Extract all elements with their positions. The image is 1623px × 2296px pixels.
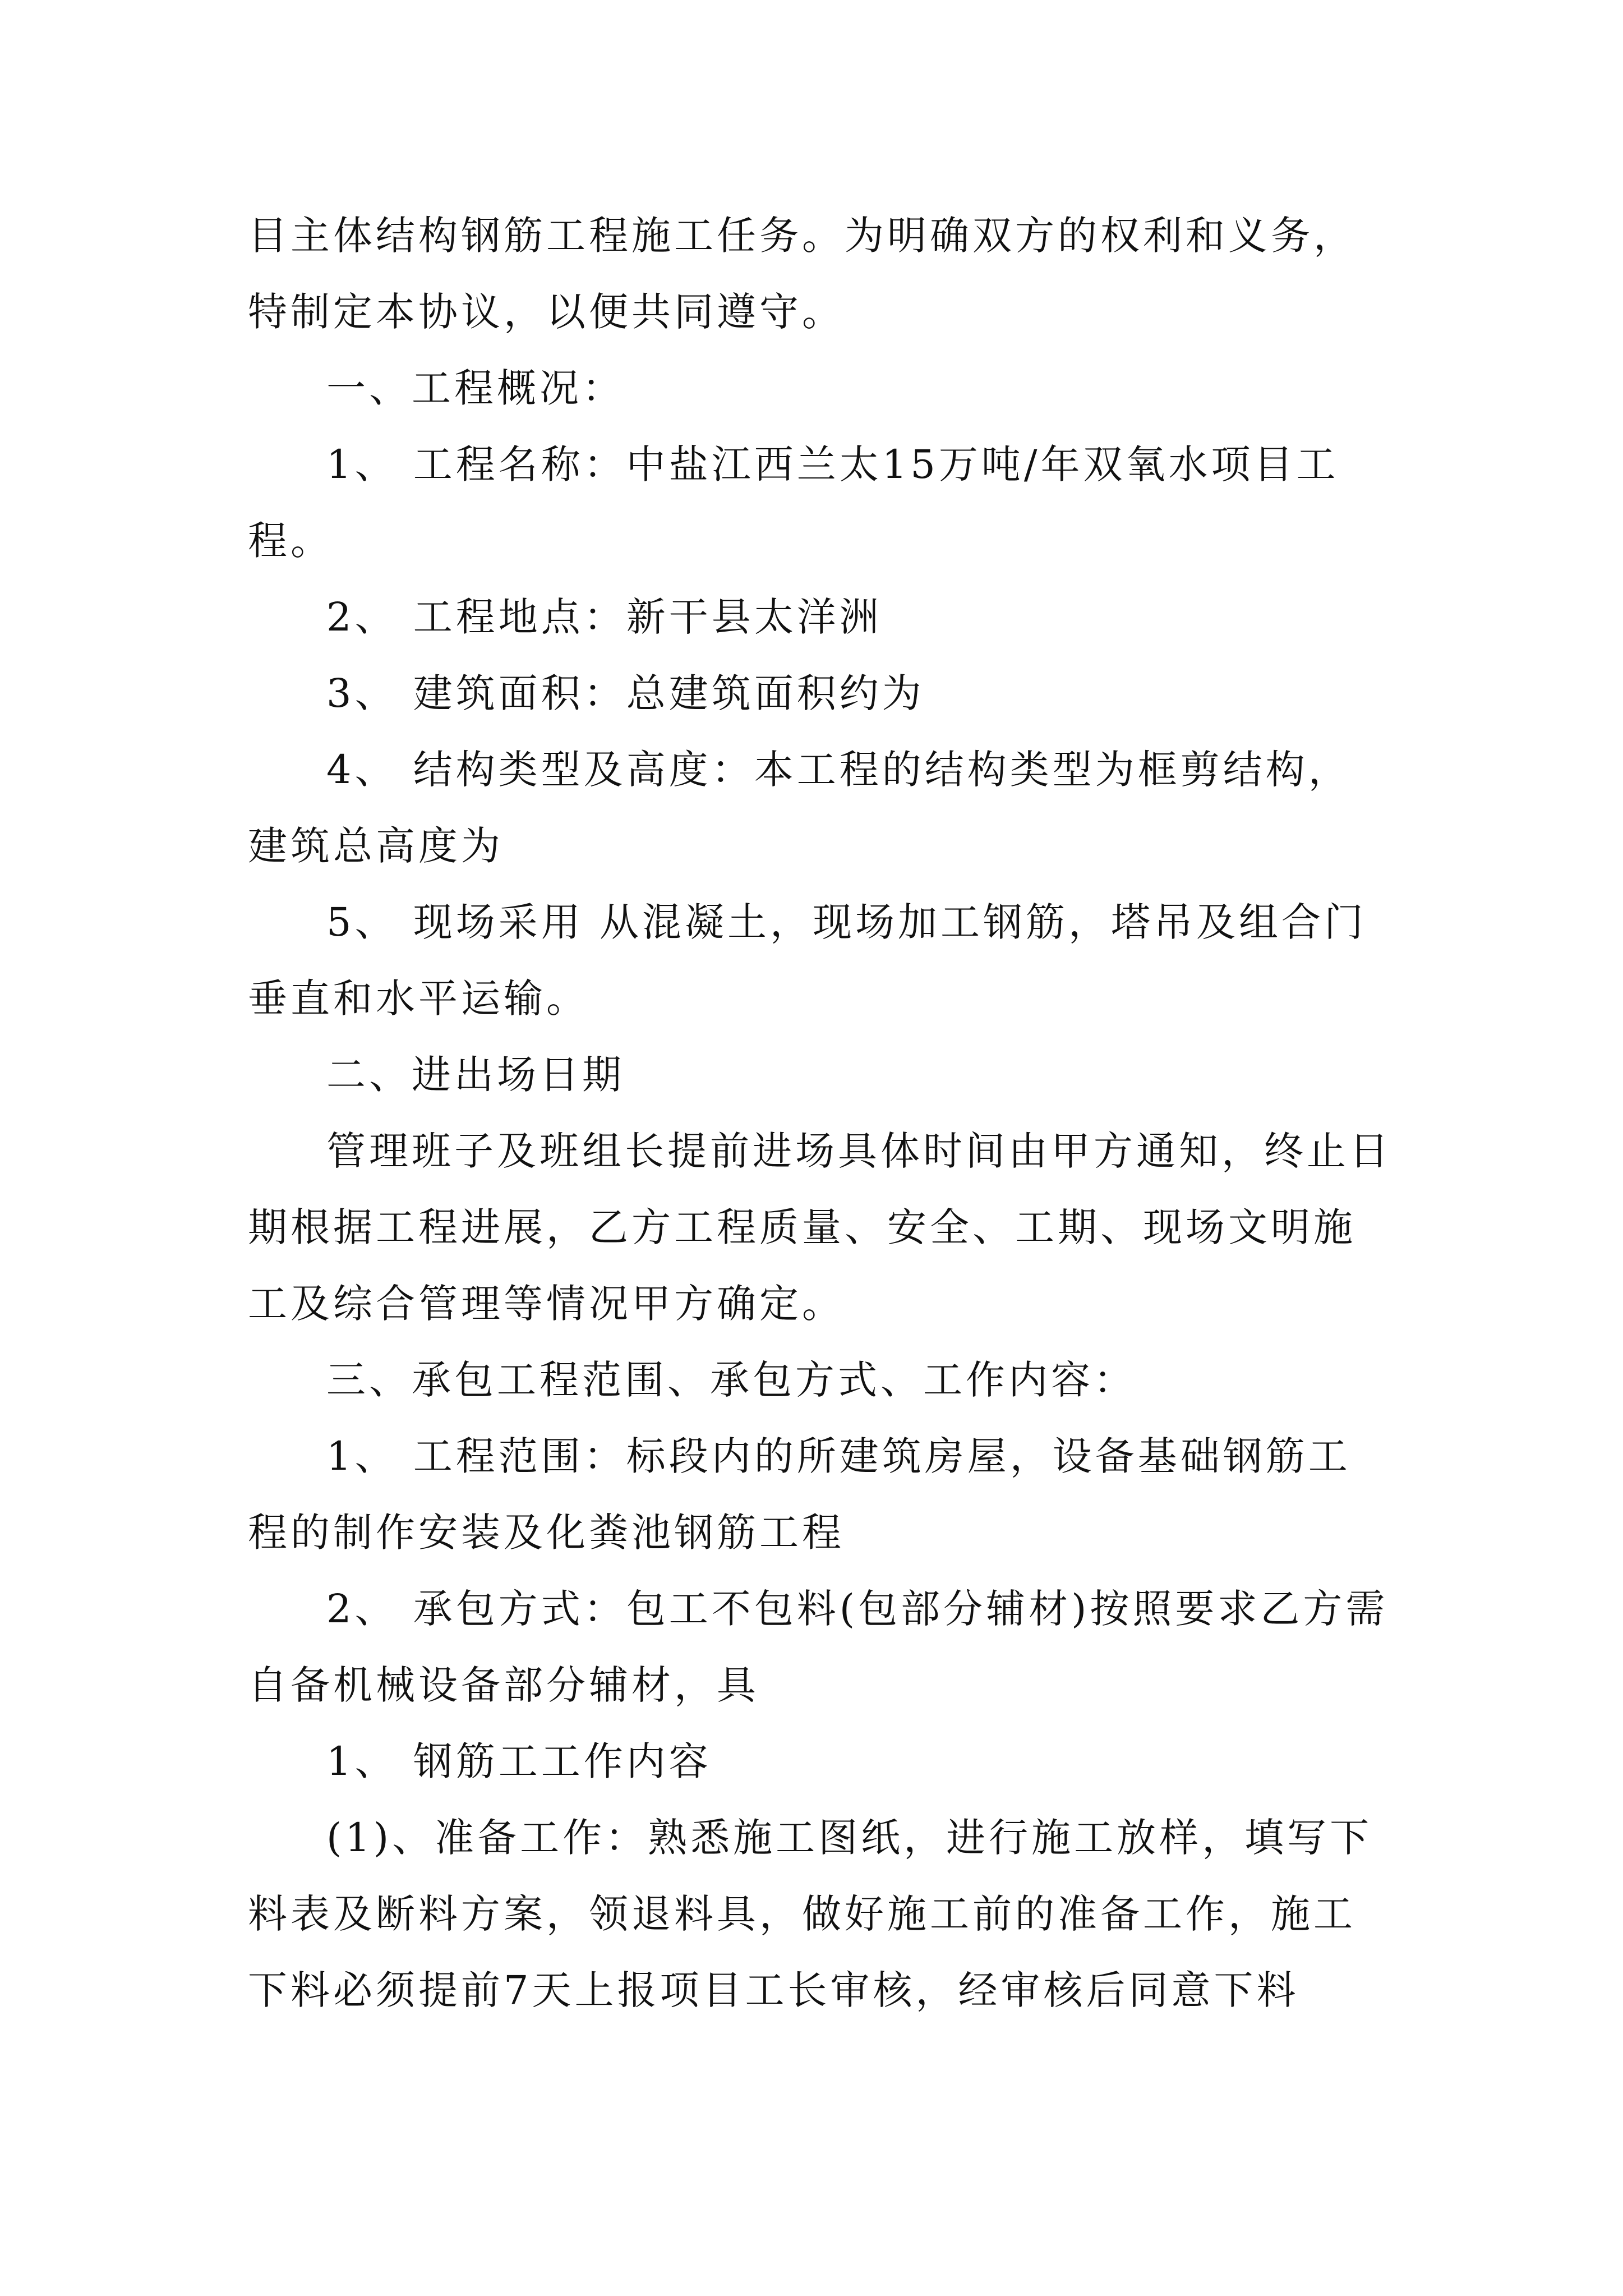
item-site-method: 5、 现场采用 从混凝土，现场加工钢筋，塔吊及组合门垂直和水平运输。 bbox=[248, 899, 1367, 1022]
item-project-location: 2、 工程地点：新干县太洋洲 bbox=[326, 594, 882, 640]
item-project-name: 1、 工程名称：中盐江西兰太15万吨/年双氧水项目工程。 bbox=[248, 441, 1339, 564]
item-preparation-work: (1)、准备工作：熟悉施工图纸，进行施工放样，填写下料表及断料方案，领退料具，做好施工前的准备工作，施工下料必须提前7天上报项目工长审核，经审核后同意下料 bbox=[248, 1815, 1373, 2013]
item-structure-type: 4、 结构类型及高度：本工程的结构类型为框剪结构，建筑总高度为 bbox=[248, 747, 1351, 869]
item-building-area: 3、 建筑面积：总建筑面积约为 bbox=[326, 670, 925, 716]
heading-project-overview: 一、工程概况： bbox=[326, 365, 625, 411]
item-work-scope: 1、 工程范围：标段内的所建筑房屋，设备基础钢筋工程的制作安装及化粪池钢筋工程 bbox=[248, 1433, 1351, 1556]
paragraph-intro: 目主体结构钢筋工程施工任务。为明确双方的权利和义务，特制定本协议，以便共同遵守。 bbox=[248, 213, 1356, 335]
document-body bbox=[248, 197, 1392, 2028]
heading-entry-exit-dates: 二、进出场日期 bbox=[326, 1052, 625, 1098]
paragraph-entry-exit-details: 管理班子及班组长提前进场具体时间由甲方通知，终止日期根据工程进展，乙方工程质量、安全、工期、现场文明施工及综合管理等情况甲方确定。 bbox=[248, 1128, 1392, 1327]
item-contract-method: 2、 承包方式：包工不包料(包部分辅材)按照要求乙方需自备机械设备部分辅材，具 bbox=[248, 1586, 1389, 1708]
item-rebar-work-content: 1、 钢筋工工作内容 bbox=[326, 1738, 712, 1784]
heading-contract-scope: 三、承包工程范围、承包方式、工作内容： bbox=[326, 1357, 1136, 1403]
